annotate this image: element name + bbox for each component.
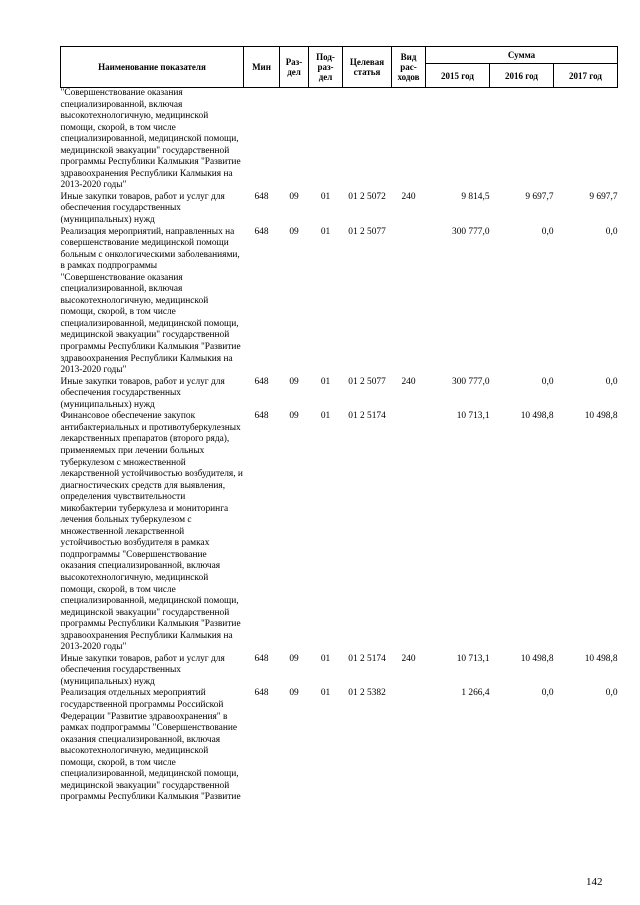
cell-sum-2016: 0,0 xyxy=(541,226,554,237)
page-number: 142 xyxy=(586,876,603,888)
cell-subsection: 01 xyxy=(320,226,331,237)
cell-sum-2016 xyxy=(490,88,554,192)
header-year-2017: 2017 год xyxy=(554,64,618,88)
cell-sum-2016: 0,0 xyxy=(541,376,554,387)
cell-ministry: 648 xyxy=(254,191,269,202)
cell-target-article xyxy=(343,88,392,192)
cell-target-article: 01 2 5382 xyxy=(348,688,386,699)
cell-expense-type xyxy=(392,688,426,803)
cell-expense-type xyxy=(392,411,426,653)
cell-ministry: 648 xyxy=(254,226,269,237)
header-subsection: Под- раз- дел xyxy=(309,47,343,88)
cell-expense-type xyxy=(392,227,426,377)
cell-sum-2017: 9 697,7 xyxy=(589,191,618,202)
cell-sum-2017: 0,0 xyxy=(605,688,618,699)
cell-expense-type xyxy=(392,88,426,192)
cell-subsection: 01 xyxy=(320,653,331,664)
cell-sum-2017: 0,0 xyxy=(605,226,618,237)
header-sum: Сумма xyxy=(426,47,618,64)
cell-ministry: 648 xyxy=(254,376,269,387)
table-row xyxy=(61,227,618,377)
cell-ministry: 648 xyxy=(254,653,269,664)
table-row xyxy=(61,192,618,227)
cell-sum-2015: 300 777,0 xyxy=(452,376,490,387)
cell-name: Иные закупки товаров, работ и услуг для обеспечения государственных (муниципальных) нужд xyxy=(60,376,225,410)
cell-subsection: 01 xyxy=(320,411,331,422)
cell-sum-2016: 9 697,7 xyxy=(525,191,554,202)
header-year-2016: 2016 год xyxy=(490,64,554,88)
cell-sum-2016: 10 498,8 xyxy=(520,653,554,664)
cell-sum-2016: 10 498,8 xyxy=(520,411,554,422)
cell-section: 09 xyxy=(289,653,299,664)
cell-subsection: 01 xyxy=(320,376,331,387)
cell-section: 09 xyxy=(289,376,299,387)
cell-target-article: 01 2 5174 xyxy=(348,411,386,422)
cell-section xyxy=(280,88,309,192)
cell-subsection: 01 xyxy=(320,688,331,699)
cell-expense-type: 240 xyxy=(401,653,416,664)
cell-sum-2017: 10 498,8 xyxy=(584,411,618,422)
cell-sum-2015: 300 777,0 xyxy=(452,226,490,237)
cell-sum-2016: 0,0 xyxy=(541,688,554,699)
cell-section: 09 xyxy=(289,411,299,422)
cell-section: 09 xyxy=(289,226,299,237)
header-section: Раз- дел xyxy=(280,47,309,88)
cell-sum-2015: 10 713,1 xyxy=(456,653,490,664)
cell-name: Реализация мероприятий, направленных на совершенствование медицинской помощи больным с онкологическими заболеваниями, в рамках подпрограммы "Совершенствование оказания специализированной, включая высокотехнологичную, медицинской помощи, скорой, в том числе специализированной, медицинской помощи, медицинской эвакуации" государственной программы Республики Калмыкия "Развитие здравоохранения Республики Калмыкия на 2013-2020 годы" xyxy=(60,226,241,376)
table-row xyxy=(61,654,618,689)
cell-sum-2015: 10 713,1 xyxy=(456,411,490,422)
cell-target-article: 01 2 5072 xyxy=(348,191,386,202)
header-ministry: Мин xyxy=(244,47,280,88)
cell-sum-2017: 0,0 xyxy=(605,376,618,387)
cell-expense-type: 240 xyxy=(401,191,416,202)
cell-name: Иные закупки товаров, работ и услуг для обеспечения государственных (муниципальных) нужд xyxy=(60,191,225,226)
cell-ministry xyxy=(244,88,280,192)
cell-sum-2017 xyxy=(554,88,618,192)
cell-name: Реализация отдельных мероприятий государственной программы Российской Федерации "Развитие здравоохранения" в рамках подпрограммы "Совершенствование оказания специализированной, включая высокотехнологичную, медицинской помощи, скорой, в том числе специализированной, медицинской помощи, медицинской эвакуации" государственной программы Республики Калмыкия "Развитие xyxy=(60,688,241,803)
cell-subsection xyxy=(309,88,343,192)
table-row xyxy=(61,88,618,192)
cell-sum-2015: 9 814,5 xyxy=(461,191,490,202)
budget-table xyxy=(60,46,618,804)
header-target-article: Целевая статья xyxy=(343,47,392,88)
cell-target-article: 01 2 5174 xyxy=(348,653,386,664)
cell-ministry: 648 xyxy=(254,411,269,422)
cell-sum-2015: 1 266,4 xyxy=(461,688,490,699)
cell-expense-type: 240 xyxy=(401,376,416,387)
cell-name: Иные закупки товаров, работ и услуг для обеспечения государственных (муниципальных) нужд xyxy=(60,653,225,687)
cell-ministry: 648 xyxy=(254,688,269,699)
cell-sum-2015 xyxy=(426,88,490,192)
cell-target-article: 01 2 5077 xyxy=(348,376,386,387)
cell-subsection: 01 xyxy=(320,191,331,202)
table-row xyxy=(61,688,618,803)
header-name: Наименование показателя xyxy=(61,47,244,88)
header-year-2015: 2015 год xyxy=(426,64,490,88)
cell-section: 09 xyxy=(289,688,299,699)
cell-target-article: 01 2 5077 xyxy=(348,226,386,237)
cell-name: Финансовое обеспечение закупок антибактериальных и противотуберкулезных лекарственных препаратов (второго ряда), применяемых при лечении больных туберкулезом с множественной лекарственной устойчивостью возбудителя, и диагностических средств для выявления, определения чувствительности микобактерии туберкулеза и мониторинга лечения больных туберкулезом с множественной лекарственной устойчивостью возбудителя в рамках подпрограммы "Совершенствование оказания специализированной, включая высокотехнологичную, медицинской помощи, скорой, в том числе специализированной, медицинской помощи, медицинской эвакуации" государственной программы Республики Калмыкия "Развитие здравоохранения Республики Калмыкия на 2013-2020 годы" xyxy=(60,411,243,653)
cell-sum-2017: 10 498,8 xyxy=(584,653,618,664)
table-row xyxy=(61,411,618,653)
table-row xyxy=(61,377,618,412)
header-expense-type: Вид рас- ходов xyxy=(392,47,426,88)
cell-name: "Совершенствование оказания специализированной, включая высокотехнологичную, медицинской помощи, скорой, в том числе специализированной, медицинской помощи, медицинской эвакуации" государственной программы Республики Калмыкия "Развитие здравоохранения Республики Калмыкия на 2013-2020 годы" xyxy=(60,88,241,191)
cell-section: 09 xyxy=(289,191,299,202)
